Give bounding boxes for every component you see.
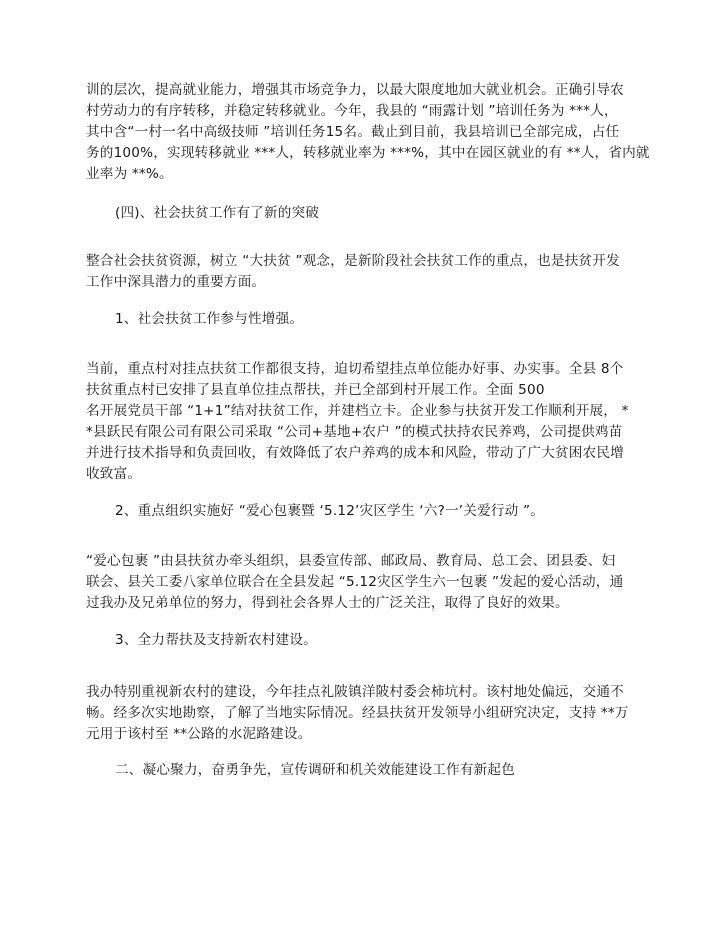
text-line: 收致富。 [86,466,142,482]
section-heading-publicity-research: 二、凝心聚力，奋勇争先，宣传调研和机关效能建设工作有新起色 [115,762,516,778]
paragraph-key-villages [86,359,638,485]
text-line: 元用于该村至 **公路的水泥路建设。 [86,726,312,742]
text-line: 并进行技术指导和负责回收，有效降低了农户养鸡的成本和风险，带动了广大贫困农民增 [86,445,624,461]
text-line: 务的100%，实现转移就业 ***人，转移就业率为 ***%，其中在园区就业的有 **人，省内就 [86,145,650,161]
text-line: 我办特别重视新农村的建设，今年挂点礼陂镇洋陂村委会柿坑村。该村地处偏远，交通不 [86,684,624,700]
paragraph-love-package [86,551,638,614]
text-line: 当前，重点村对挂点扶贫工作都很支持，迫切希望挂点单位能办好事、办实事。全县 8个 [86,361,624,377]
text-line: 业率为 **%。 [86,166,173,182]
text-line: *县跃民有限公司有限公司采取 “公司+基地+农户 ”的模式扶持农民养鸡，公司提供鸡苗 [86,424,623,440]
text-line: 名开展党员干部 “1+1”结对扶贫工作，并建档立卡。企业参与扶贫开发工作顺利开展， * [86,403,629,419]
subheading-love-package: 2、重点组织实施好 “爱心包裹暨 ‘5.12’灾区学生 ‘六?一’关爱行动 ”。 [115,503,545,519]
text-line: 畅。经多次实地勘察，了解了当地实际情况。经县扶贫开发领导小组研究决定，支持 **万 [86,705,629,721]
text-line: 联会、县关工委八家单位联合在全县发起 “5.12灾区学生六一包裹 ”发起的爱心活动，通 [86,574,624,590]
subheading-participation: 1、社会扶贫工作参与性增强。 [115,311,304,327]
text-line: 村劳动力的有序转移，并稳定转移就业。今年，我县的 “雨露计划 ”培训任务为 ***人， [86,103,618,119]
text-line: 过我办及兄弟单位的努力，得到社会各界人士的广泛关注，取得了良好的效果。 [86,595,569,611]
text-line: 训的层次，提高就业能力，增强其市场竞争力，以最大限度地加大就业机会。正确引导农 [86,82,624,98]
text-line: 工作中深具潜力的重要方面。 [86,274,266,290]
text-line: 其中含“一村一名中高级技师 ”培训任务15名。截止到目前，我县培训已全部完成，占任 [86,124,620,140]
text-line: 整合社会扶贫资源，树立 “大扶贫 ”观念，是新阶段社会扶贫工作的重点，也是扶贫开发 [86,253,620,269]
paragraph-new-countryside [86,682,638,745]
paragraph-social-resources [86,251,638,293]
section-heading-social-poverty: (四)、社会扶贫工作有了新的突破 [115,205,320,221]
subheading-new-countryside: 3、全力帮扶及支持新农村建设。 [115,632,317,648]
text-line: “爱心包裹 ”由县扶贫办牵头组织，县委宣传部、邮政局、教育局、总工会、团县委、妇 [86,553,616,569]
paragraph-employment-training [86,80,650,185]
text-line: 扶贫重点村已安排了县直单位挂点帮扶，并已全部到村开展工作。全面 500 [86,382,545,398]
